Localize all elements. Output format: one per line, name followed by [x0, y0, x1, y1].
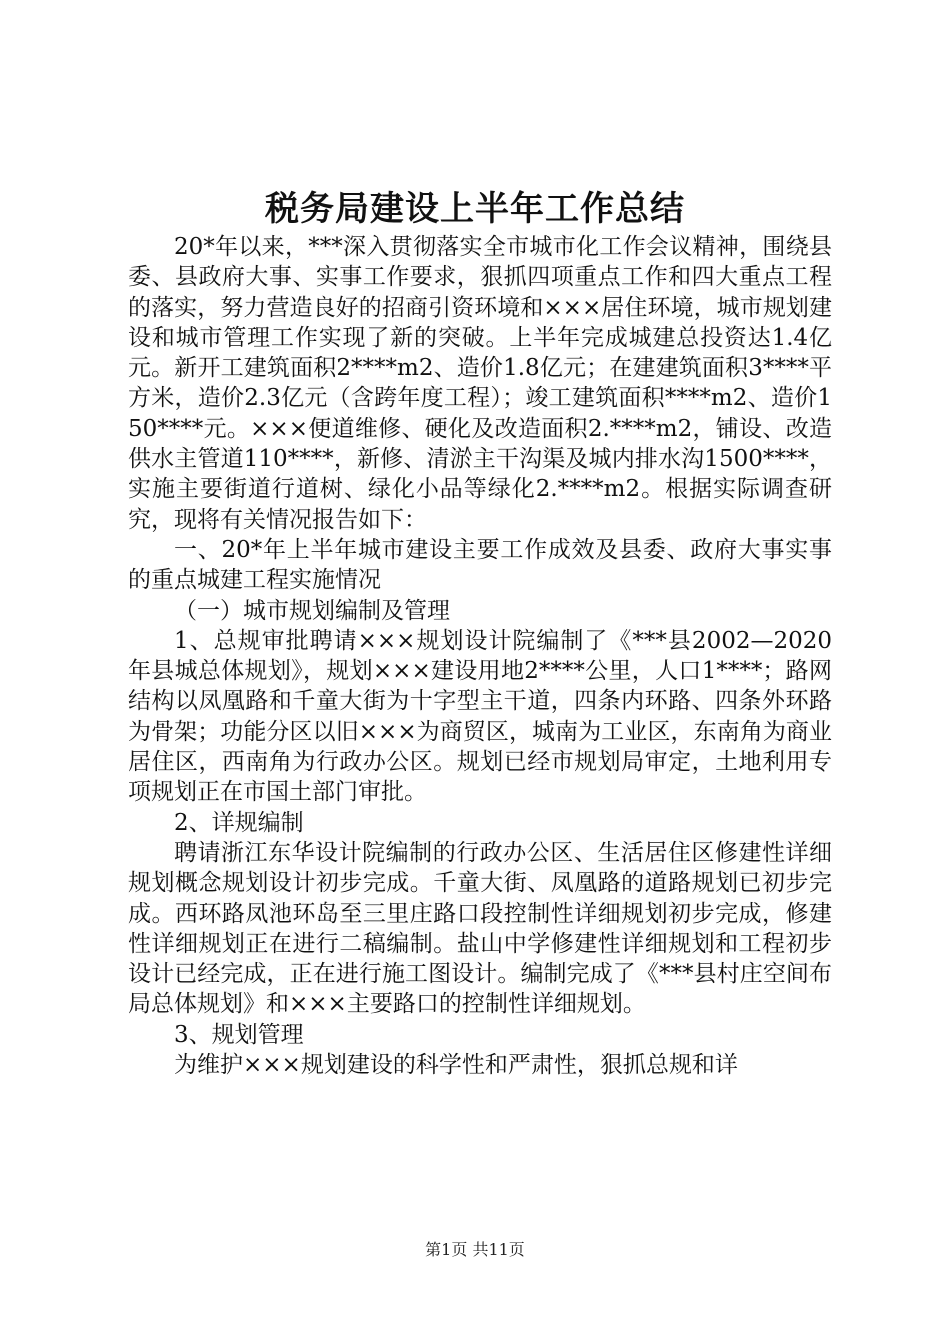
document-body: [128, 232, 832, 1080]
document-title: 税务局建设上半年工作总结: [265, 189, 685, 229]
heading-planning-management: 3、规划管理: [174, 1021, 304, 1048]
heading-subsection-1: （一）城市规划编制及管理: [174, 597, 450, 624]
heading-section-1: 一、20*年上半年城市建设主要工作成效及县委、政府大事实事的重点城建工程实施情况: [128, 536, 832, 594]
paragraph-intro: 20*年以来，***深入贯彻落实全市城市化工作会议精神，围绕县委、县政府大事、实事工作要求，狠抓四项重点工作和四大重点工程的落实，努力营造良好的招商引资环境和×××居住环境，城市规划建设和城市管理工作实现了新的突破。上半年完成城建总投资达1.4亿元。新开工建筑面积2****m2、造价1.8亿元；在建建筑面积3****平方米，造价2.3亿元（含跨年度工程）；竣工建筑面积****m2、造价150****元。×××便道维修、硬化及改造面积2.****m2，铺设、改造供水主管道110****，新修、清淤主干沟渠及城内排水沟1500****，实施主要街道行道树、绿化小品等绿化2.****m2。根据实际调查研究，现将有关情况报告如下：: [128, 234, 832, 533]
page-number-footer: 第1页 共11页: [425, 1240, 525, 1259]
paragraph-detailed-planning: 聘请浙江东华设计院编制的行政办公区、生活居住区修建性详细规划概念规划设计初步完成。千童大街、凤凰路的道路规划已初步完成。西环路凤池环岛至三里庄路口段控制性详细规划初步完成，修建性详细规划正在进行二稿编制。盐山中学修建性详细规划和工程初步设计已经完成，正在进行施工图设计。编制完成了《***县村庄空间布局总体规划》和×××主要路口的控制性详细规划。: [128, 839, 832, 1018]
paragraph-master-plan: 1、总规审批聘请×××规划设计院编制了《***县2002—2020年县城总体规划》，规划×××建设用地2****公里，人口1****；路网结构以凤凰路和千童大街为十字型主干道，四条内环路、四条外环路为骨架；功能分区以旧×××为商贸区，城南为工业区，东南角为商业居住区，西南角为行政办公区。规划已经市规划局审定，土地利用专项规划正在市国土部门审批。: [128, 627, 832, 806]
heading-detailed-planning: 2、详规编制: [174, 809, 304, 836]
paragraph-planning-management: 为维护×××规划建设的科学性和严肃性，狠抓总规和详: [174, 1052, 738, 1079]
